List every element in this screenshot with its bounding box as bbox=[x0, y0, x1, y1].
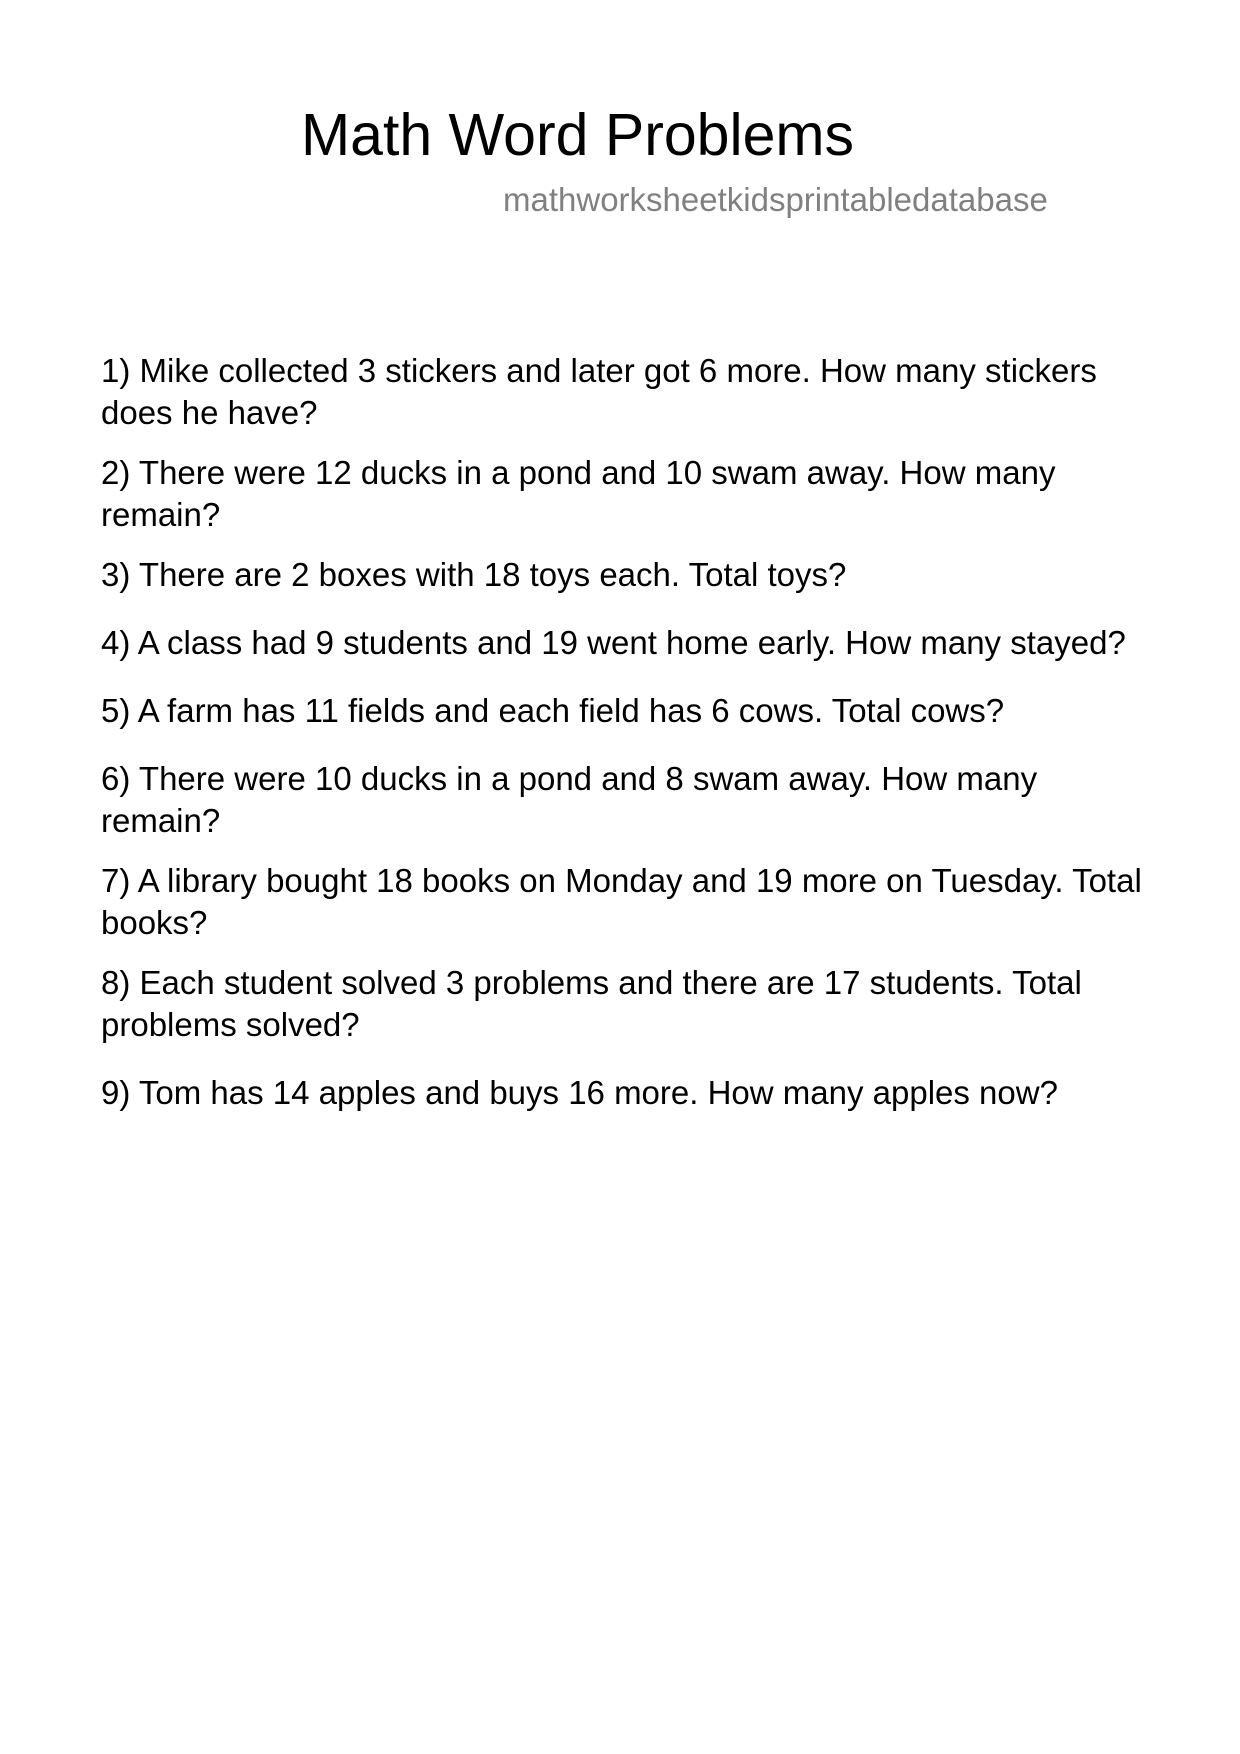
problem-item: 6) There were 10 ducks in a pond and 8 swam away. How many remain? bbox=[101, 760, 1038, 839]
problem-item: 4) A class had 9 students and 19 went home early. How many stayed? bbox=[101, 624, 1126, 661]
problem-item: 1) Mike collected 3 stickers and later got 6 more. How many stickers does he have? bbox=[101, 352, 1097, 431]
problem-item: 8) Each student solved 3 problems and there are 17 students. Total problems solved? bbox=[101, 964, 1082, 1043]
source-label: mathworksheetkidsprintabledatabase bbox=[503, 181, 1048, 218]
problem-list bbox=[101, 350, 1161, 1132]
problem-item: 7) A library bought 18 books on Monday and 19 more on Tuesday. Total books? bbox=[101, 862, 1142, 941]
problem-item: 9) Tom has 14 apples and buys 16 more. How many apples now? bbox=[101, 1074, 1058, 1111]
problem-item: 2) There were 12 ducks in a pond and 10 swam away. How many remain? bbox=[101, 454, 1056, 533]
problem-item: 5) A farm has 11 fields and each field has 6 cows. Total cows? bbox=[101, 692, 1005, 729]
problem-item: 3) There are 2 boxes with 18 toys each. Total toys? bbox=[101, 556, 847, 593]
page-title: Math Word Problems bbox=[301, 102, 855, 168]
